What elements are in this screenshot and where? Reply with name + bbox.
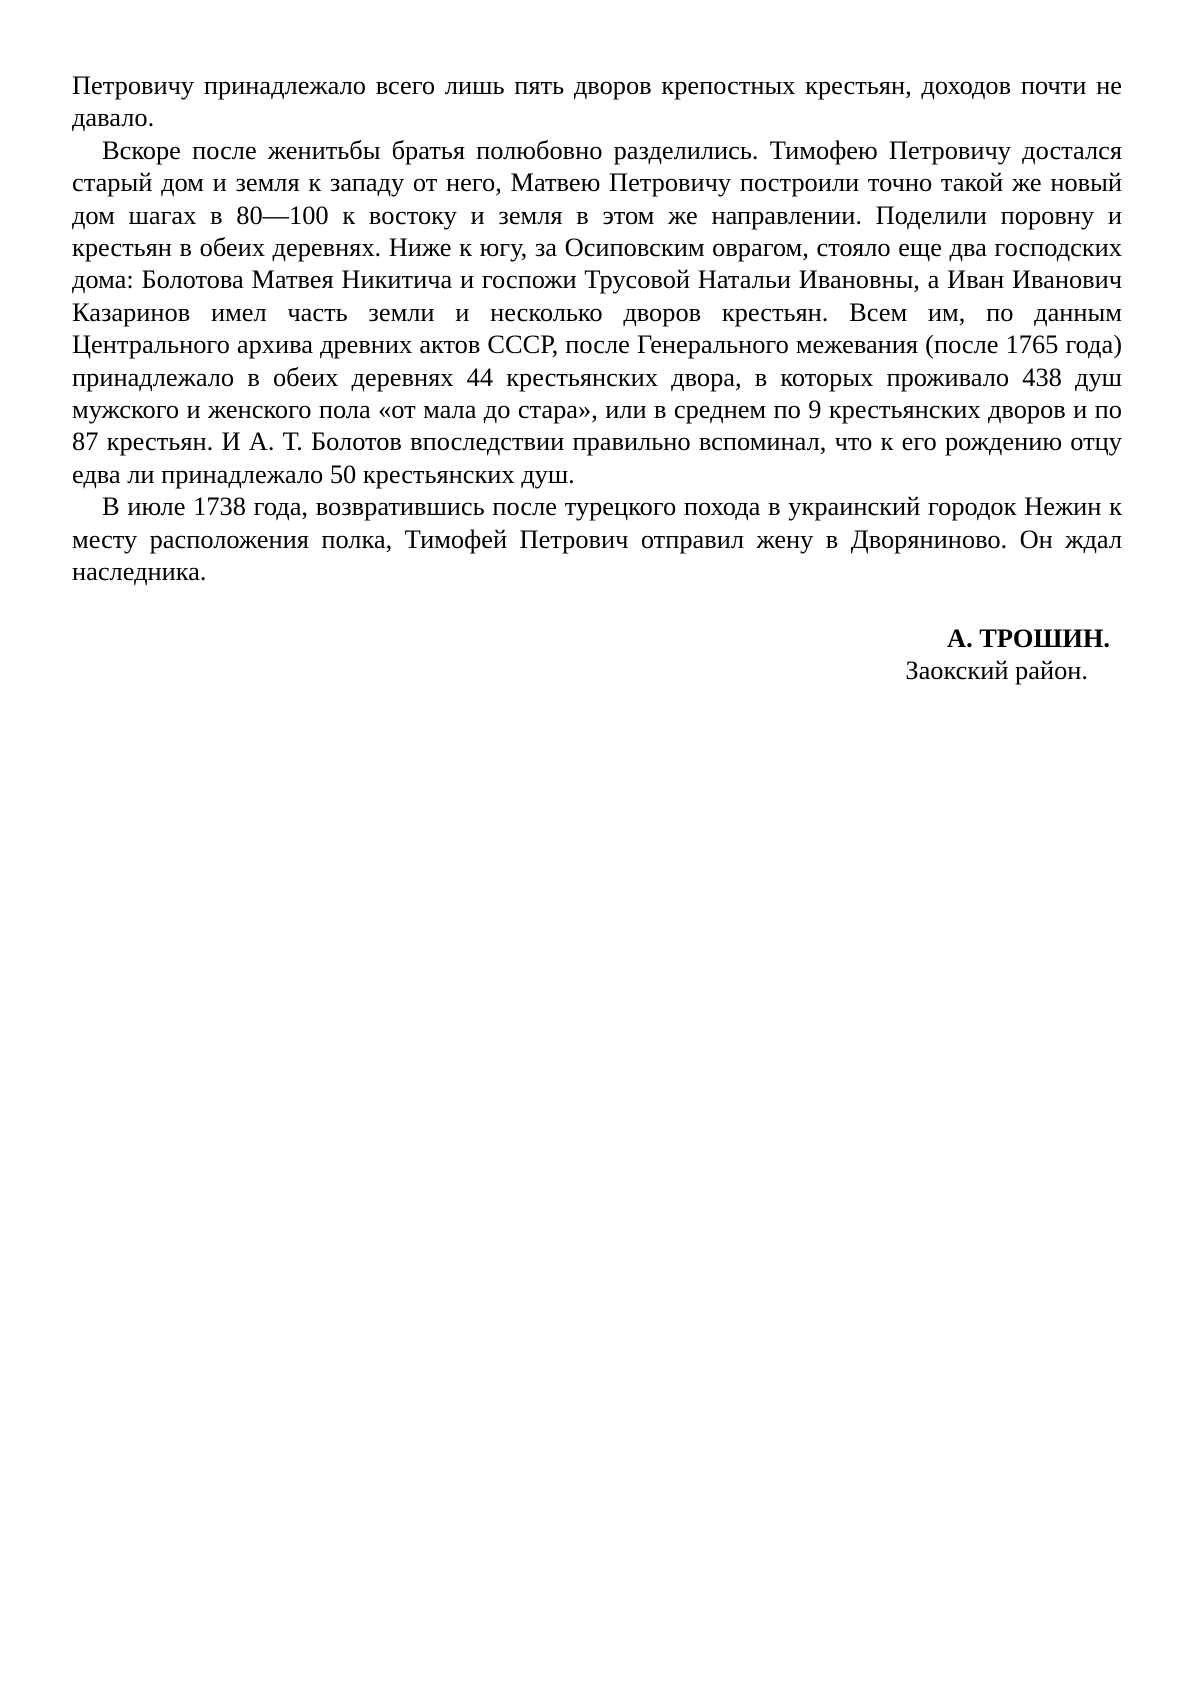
author-name: А. ТРОШИН. bbox=[947, 623, 1110, 653]
author-district: Заокский район. bbox=[905, 655, 1088, 686]
paragraph-july-1738: В июле 1738 года, возвратившись после турецкого похода в украинский городок Нежин к месту расположения полка, Тимофей Петрович отправил жену в Дворяниново. Он ждал наследника. bbox=[72, 491, 1122, 587]
signature-block bbox=[870, 622, 1110, 687]
article-body bbox=[72, 69, 1122, 588]
paragraph-division: Вскоре после женитьбы братья полюбовно разделились. Тимофею Петровичу достался старый дом и земля к западу от него, Матвею Петровичу построили точно такой же новый дом шагах в 80—100 к востоку и земля в этом же направлении. Поделили поровну и крестьян в обеих деревнях. Ниже к югу, за Осиповским оврагом, стояло еще два господских дома: Болотова Матвея Никитича и госпожи Трусовой Натальи Ивановны, а Иван Иванович Казаринов имел часть земли и несколько дворов крестьян. Всем им, по данным Центрального архива древних актов СССР, после Генерального межевания (после 1765 года) принадлежало в обеих деревнях 44 крестьянских двора, в которых проживало 438 душ мужского и женского пола «от мала до стара», или в среднем по 9 крестьянских дворов и по 87 крестьян. И А. Т. Болотов впоследствии правильно вспоминал, что к его рождению отцу едва ли принадлежало 50 крестьянских душ. bbox=[72, 134, 1122, 489]
paragraph-continuation: Петровичу принадлежало всего лишь пять дворов крепостных крестьян, доходов почти не давало. bbox=[72, 70, 1122, 133]
